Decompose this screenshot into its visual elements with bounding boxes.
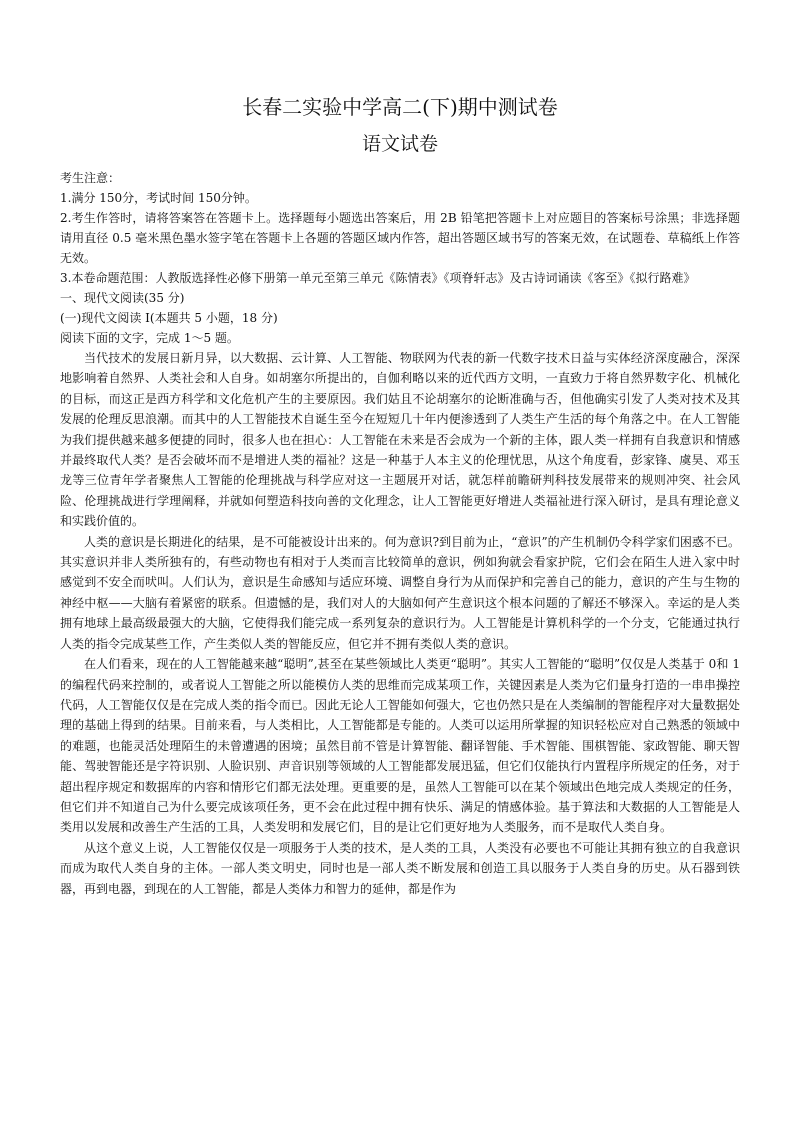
section-header: [60, 288, 740, 348]
passage-paragraph: 从这个意义上说，人工智能仅仅是一项服务于人类的技术，是人类的工具，人类没有必要也不可能让其拥有独立的自我意识而成为取代人类自身的主体。一部人类文明史，同时也是一部人类不断发展和创造工具以服务于人类自身的历史。从石器到铁器，再到电器，到现在的人工智能，都是人类体力和智力的延伸，都是作为: [60, 840, 740, 896]
passage-paragraph: 在人们看来，现在的人工智能越来越“聪明”,甚至在某些领域比人类更“聪明”。其实人工智能的“聪明”仅仅是人类基于 0和 1的编程代码来控制的，或者说人工智能之所以能模仿人类的思维而完成某项工作，关键因素是人类为它们量身打造的一串串操控代码，人工智能仅仅是在完成人类的指令而已。因此无论人工智能如何强大，它也仍然只是在人类编制的智能程序对大量数据处理的基础上得到的结果。目前来看，与人类相比，人工智能都是专能的。人类可以运用所掌握的知识轻松应对自己熟悉的领域中的难题，也能灵活处理陌生的未曾遭遇的困境；虽然目前不管是计算智能、翻译智能、手术智能、围棋智能、家政智能、聊天智能、驾驶智能还是字符识别、人脸识别、声音识别等领域的人工智能都发展迅猛，但它们仅能执行内置程序所规定的任务，对于超出程序规定和数据库的内容和情形它们都无法处理。更重要的是，虽然人工智能可以在某个领域出色地完成人类规定的任务，但它们并不知道自己为什么要完成该项任务，更不会在此过程中拥有快乐、满足的情感体验。基于算法和大数据的人工智能是人类用以发展和改善生产生活的工具，人类发明和发展它们，目的是让它们更好地为人类服务，而不是取代人类自身。: [60, 657, 740, 835]
passage-paragraph: 当代技术的发展日新月异，以大数据、云计算、人工智能、物联网为代表的新一代数字技术日益与实体经济深度融合，深深地影响着自然界、人类社会和人自身。如胡塞尔所提出的，自伽利略以来的近代西方文明，一直致力于将自然界数字化、机械化的目标，而这正是西方科学和文化危机产生的主要原因。我们姑且不论胡塞尔的论断准确与否，但他确实引发了人类对技术及其发展的伦理反思浪潮。而其中的人工智能技术自诞生至今在短短几十年内便渗透到了人类生产生活的每个角落之中。在人工智能为我们提供越来越多便捷的同时，很多人也在担心：人工智能在未来是否会成为一个新的主体，跟人类一样拥有自我意识和情感并最终取代人类？是否会破坏而不是增进人类的福祉？这是一种基于人本主义的伦理忧思，从这个角度看，彭家锋、虞昊、邓玉龙等三位青年学者聚焦人工智能的伦理挑战与科学应对这一主题展开对话，就怎样前瞻研判科技发展带来的规则冲突、社会风险、伦理挑战进行学理阐释，并就如何塑造科技向善的文化理念，让人工智能更好增进人类福祉进行深入研讨，是具有理论意义和实践价值的。: [60, 351, 740, 529]
notice-item: 2.考生作答时，请将答案答在答题卡上。选择题每小题选出答案后，用 2B 铅笔把答题卡上对应题目的答案标号涂黑；非选择题请用直径 0.5 毫米黑色墨水签字笔在答题卡上各题的答题区域内作答，超出答题区域书写的答案无效，在试题卷、草稿纸上作答无效。: [60, 211, 740, 265]
exam-title: 长春二实验中学高二(下)期中测试卷: [242, 95, 558, 119]
section-heading: 一、现代文阅读(35 分): [60, 291, 185, 305]
notice-item: 3.本卷命题范围：人教版选择性必修下册第一单元至第三单元《陈情表》《项脊轩志》及古诗词诵读《客至》《拟行路难》: [60, 271, 696, 285]
notice-block: [60, 168, 740, 288]
notice-item: 1.满分 150分，考试时间 150分钟。: [60, 191, 257, 205]
exam-page: [60, 92, 740, 899]
section-sub-heading: (一)现代文阅读 I(本题共 5 小题，18 分): [60, 311, 278, 325]
section-instruction: 阅读下面的文字，完成 1～5 题。: [60, 331, 239, 345]
passage-paragraph: 人类的意识是长期进化的结果，是不可能被设计出来的。何为意识?到目前为止，“意识”的产生机制仍令科学家们困惑不已。其实意识并非人类所独有的，有些动物也有相对于人类而言比较简单的意识，例如狗就会看家护院，它们会在陌生人进入家中时感觉到不安全而吠叫。人们认为，意识是生命感知与适应环境、调整自身行为从而保护和完善自己的能力，意识的产生与生物的神经中枢——大脑有着紧密的联系。但遗憾的是，我们对人的大脑如何产生意识这个根本问题的了解还不够深入。幸运的是人类拥有地球上最高级最强大的大脑，它使得我们能完成一系列复杂的意识行为。人工智能是计算机科学的一个分支，它能通过执行人类的指令完成某些工作，产生类似人类的智能反应，但它并不拥有类似人类的意识。: [60, 534, 740, 651]
reading-passage: [60, 348, 740, 899]
notice-heading: 考生注意：: [60, 171, 121, 185]
exam-subtitle: 语文试卷: [361, 133, 438, 155]
